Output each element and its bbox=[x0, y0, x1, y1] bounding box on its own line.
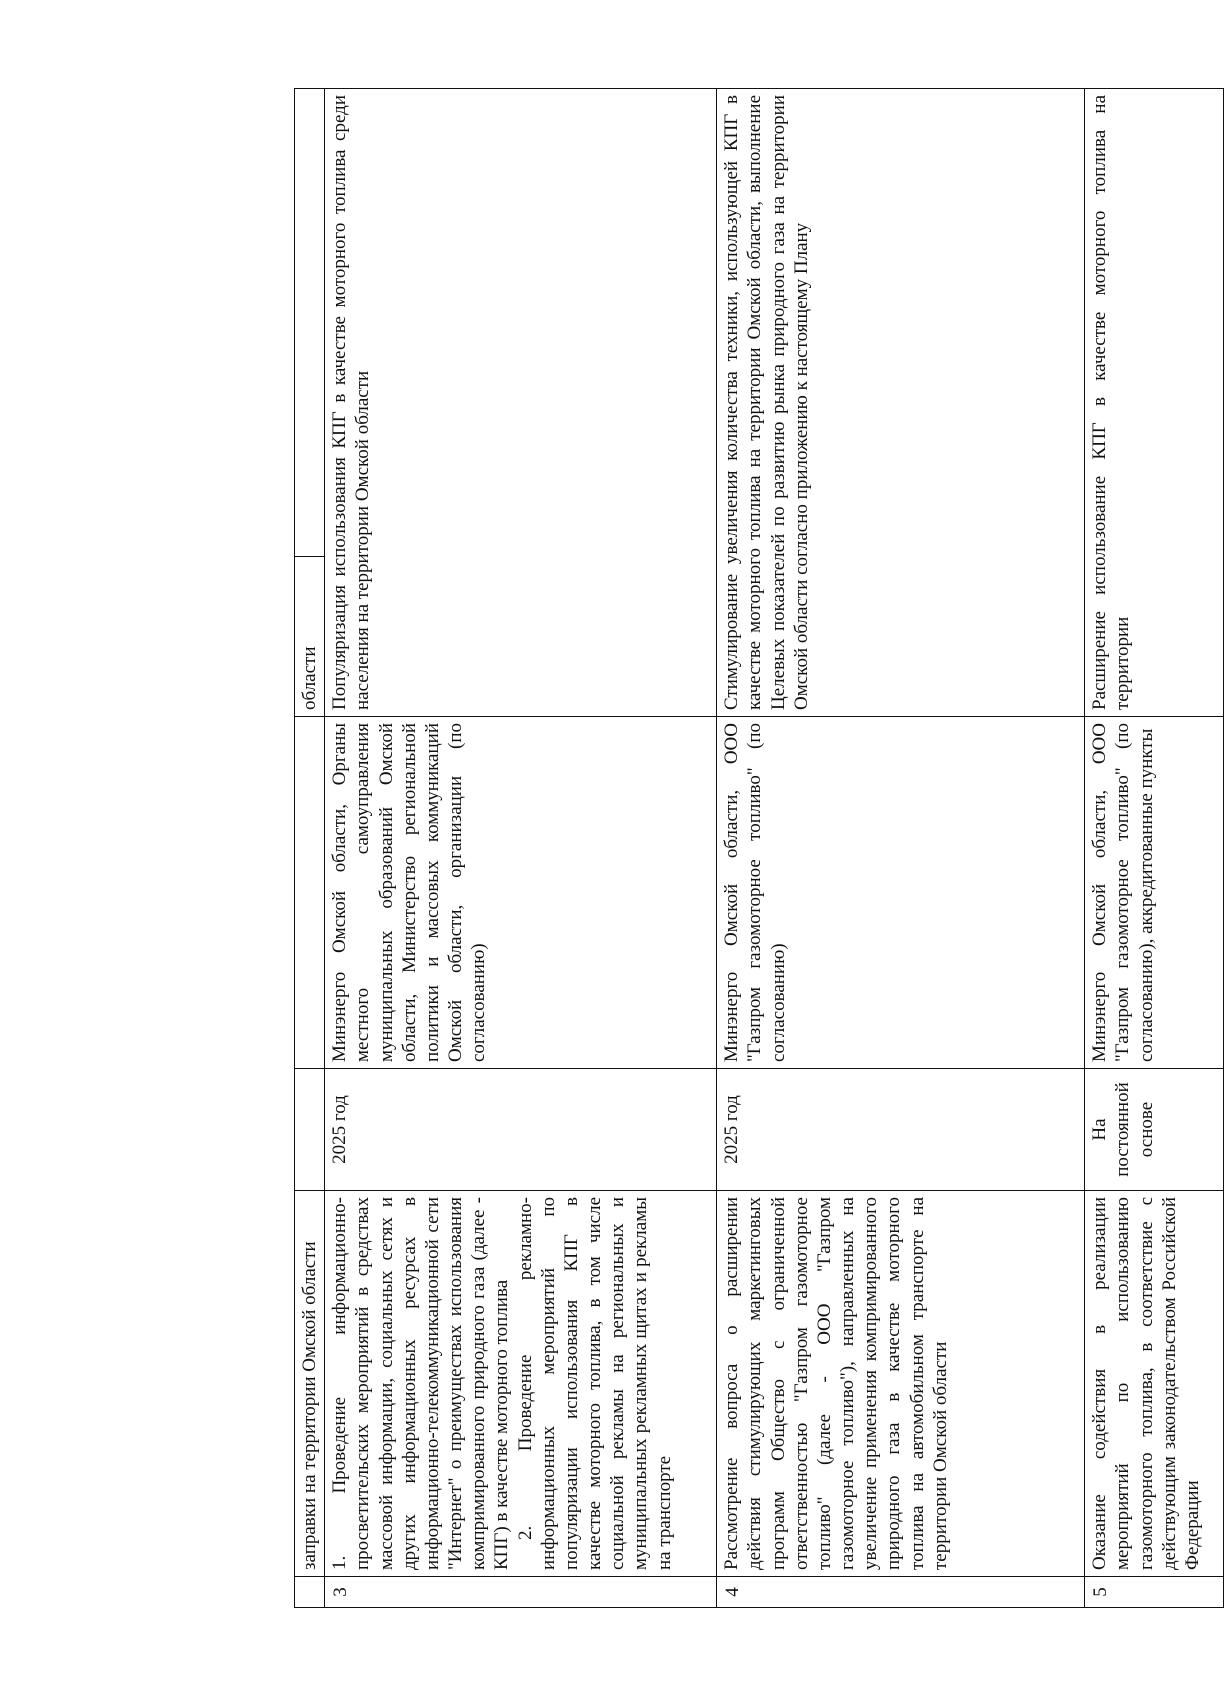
term-cell: На постоянной основе bbox=[1085, 1069, 1224, 1191]
term-cell: 2025 год bbox=[325, 1069, 717, 1191]
measure-cell: Рассмотрение вопроса о расширении действия стимулирующих маркетинговых программ Общество с ограниченной ответственностью "Газпром газомоторное топливо" (далее - ООО "Газпром газомоторное топливо"), направленных на увеличение применения компримированного природного газа в качестве моторного топлива на автомобильном транспорте на территории Омской области bbox=[717, 1191, 1085, 1577]
header-executor-cell bbox=[295, 717, 325, 1069]
result-cell: Популяризация использования КПГ в качестве моторного топлива среди населения на территории Омской области bbox=[325, 89, 717, 717]
table-row bbox=[1085, 89, 1224, 1608]
row-number: 4 bbox=[717, 1577, 1085, 1608]
rotated-page bbox=[294, 88, 1224, 1608]
result-cell: Стимулирование увеличения количества техники, использующей КПГ в качестве моторного топлива на территории Омской области, выполнение Целевых показателей по развитию рынка природного газа на территории Омской области согласно приложению к настоящему Плану bbox=[717, 89, 1085, 717]
executor-cell: Минэнерго Омской области, ООО "Газпром газомоторное топливо" (по согласованию), аккредитованные пункты bbox=[1085, 717, 1224, 1069]
measure-item-2: 2. Проведение рекламно-информационных мероприятий по популяризации использования КПГ в качестве моторного топлива, в том числе социальной рекламы на региональных и муниципальных рекламных щитах и рекламы на транспорте bbox=[514, 1197, 675, 1570]
header-term-cell bbox=[295, 1069, 325, 1191]
header-empty-cell bbox=[295, 89, 325, 557]
plan-table bbox=[294, 88, 1224, 1608]
measure-item-1: 1. Проведение информационно-просветительских мероприятий в средствах массовой информации, социальных сетях и других информационных ресурсах в информационно-телекоммуникационной сети "Интернет" о преимуществах использования компримированного природного газа (далее - КПГ) в качестве моторного топлива bbox=[329, 1197, 513, 1570]
executor-cell: Минэнерго Омской области, ООО "Газпром газомоторное топливо" (по согласованию) bbox=[717, 717, 1085, 1069]
header-result-cell: области bbox=[295, 557, 325, 717]
term-cell: 2025 год bbox=[717, 1069, 1085, 1191]
result-cell: Расширение использование КПГ в качестве моторного топлива на территории bbox=[1085, 89, 1224, 717]
table-row bbox=[717, 89, 1085, 1608]
row-number: 3 bbox=[325, 1577, 717, 1608]
measure-cell bbox=[325, 1191, 717, 1577]
table-row bbox=[325, 89, 717, 1608]
measure-cell: Оказание содействия в реализации мероприятий по использованию газомоторного топлива, в соответствие с действующим законодательством Российской Федерации bbox=[1085, 1191, 1224, 1577]
executor-cell: Минэнерго Омской области, Органы местного самоуправления муниципальных образований Омской области, Министерство региональной политики и массовых коммуникаций Омской области, организации (по согласованию) bbox=[325, 717, 717, 1069]
header-num-cell bbox=[295, 1577, 325, 1608]
header-measure-cell: заправки на территории Омской области bbox=[295, 1191, 325, 1577]
row-number: 5 bbox=[1085, 1577, 1224, 1608]
table-header-row bbox=[295, 89, 325, 1608]
